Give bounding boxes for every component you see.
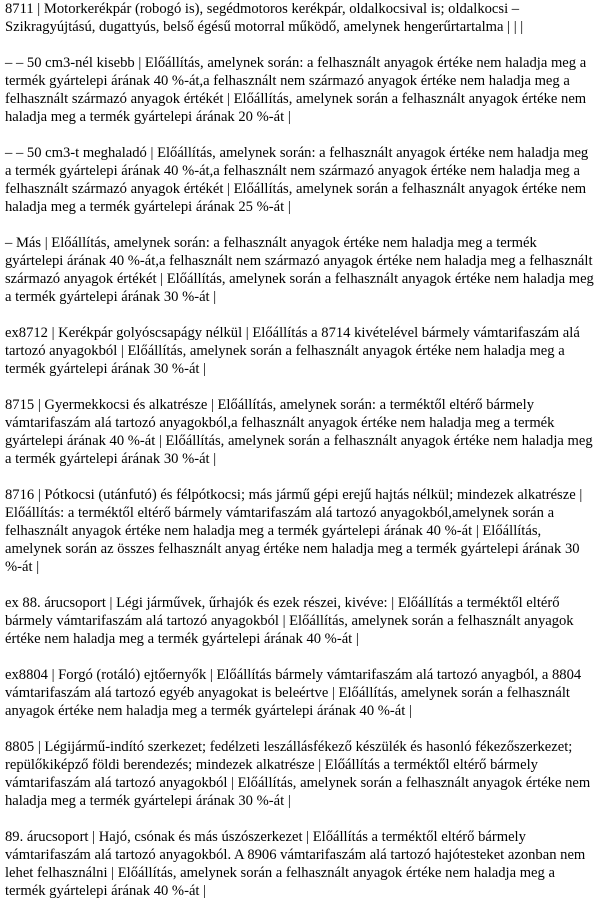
entry-8716: 8716 | Pótkocsi (utánfutó) és félpótkocsi; más jármű gépi erejű hajtás nélkül; mindezek alkatrésze | Előállítás: a terméktől eltérő bármely vámtarifaszám alá tartozó anyagokból,amelynek során a felhasznált anyagok értéke nem haladja meg a termék gyártelepi árának 40 %-át | Előállítás, amelynek során az összes felhasznált anyag értéke nem haladja meg a termék gyártelepi árának 30 %-át | xyxy=(5,487,583,575)
entry-8715: 8715 | Gyermekkocsi és alkatrésze | Előállítás, amelynek során: a terméktől eltérő bármely vámtarifaszám alá tartozó anyagokból,a felhasznált anyagok értéke nem haladja meg a termék gyártelepi árának 40 %-át | Előállítás, amelynek során a felhasznált anyagok értéke nem haladja meg a termék gyártelepi árának 30 %-át | xyxy=(5,397,593,467)
entry-ex8712: ex8712 | Kerékpár golyóscsapágy nélkül | Előállítás a 8714 kivételével bármely vámtarifaszám alá tartozó anyagokból | Előállítás, amelynek során a felhasznált anyagok értéke nem haladja meg a termék gyártelepi árának 30 %-át | xyxy=(5,325,580,377)
entry-8711-under-50cm3: – – 50 cm3-nél kisebb | Előállítás, amelynek során: a felhasznált anyagok értéke nem haladja meg a termék gyártelepi árának 40 %-át,a felhasznált nem származó anyagok értéke nem haladja meg a felhasznált származó anyagok értékét | Előállítás, amelynek során a felhasznált anyagok értéke nem haladja meg a termék gyártelepi árának 20 %-át | xyxy=(5,55,587,125)
entry-8805: 8805 | Légijármű-indító szerkezet; fedélzeti leszállásfékező készülék és hasonló fékezőszerkezet; repülőkiképző földi berendezés; mindezek alkatrésze | Előállítás a terméktől eltérő bármely vámtarifaszám alá tartozó anyagokból | Előállítás, amelynek során a felhasznált anyagok értéke nem haladja meg a termék gyártelepi árának 30 %-át | xyxy=(5,739,591,809)
entry-8711-over-50cm3: – – 50 cm3-t meghaladó | Előállítás, amelynek során: a felhasznált anyagok értéke nem haladja meg a termék gyártelepi árának 40 %-át,a felhasznált nem származó anyagok értéke nem haladja meg a felhasznált származó anyagok értékét | Előállítás, amelynek során a felhasznált anyagok értéke nem haladja meg a termék gyártelepi árának 25 %-át | xyxy=(5,145,589,215)
entry-ex88: ex 88. árucsoport | Légi járművek, űrhajók és ezek részei, kivéve: | Előállítás a terméktől eltérő bármely vámtarifaszám alá tartozó anyagokból | Előállítás, amelynek során a felhasznált anyagok értéke nem haladja meg a termék gyártelepi árának 40 %-át | xyxy=(5,595,574,647)
document-body xyxy=(5,0,597,918)
entry-8711-other: – Más | Előállítás, amelynek során: a felhasznált anyagok értéke nem haladja meg a termék gyártelepi árának 40 %-át,a felhasznált nem származó anyagok értéke nem haladja meg a felhasznált származó anyagok értékét | Előállítás, amelynek során a felhasznált anyagok értéke nem haladja meg a termék gyártelepi árának 30 %-át | xyxy=(5,235,594,305)
entry-ex8804: ex8804 | Forgó (rotáló) ejtőernyők | Előállítás bármely vámtarifaszám alá tartozó anyagból, a 8804 vámtarifaszám alá tartozó egyéb anyagokat is beleértve | Előállítás, amelynek során a felhasznált anyagok értéke nem haladja meg a termék gyártelepi árának 40 %-át | xyxy=(5,667,582,719)
entry-89: 89. árucsoport | Hajó, csónak és más úszószerkezet | Előállítás a terméktől eltérő bármely vámtarifaszám alá tartozó anyagokból. A 8906 vámtarifaszám alá tartozó hajótesteket azonban nem lehet felhasználni | Előállítás, amelynek során a felhasznált anyagok értéke nem haladja meg a termék gyártelepi árának 40 %-át | xyxy=(5,829,586,899)
entry-8711: 8711 | Motorkerékpár (robogó is), segédmotoros kerékpár, oldalkocsival is; oldalkocsi – Szikragyújtású, dugattyús, belső égésű motorral működő, amelynek hengerűrtartalma | | | xyxy=(5,1,524,35)
